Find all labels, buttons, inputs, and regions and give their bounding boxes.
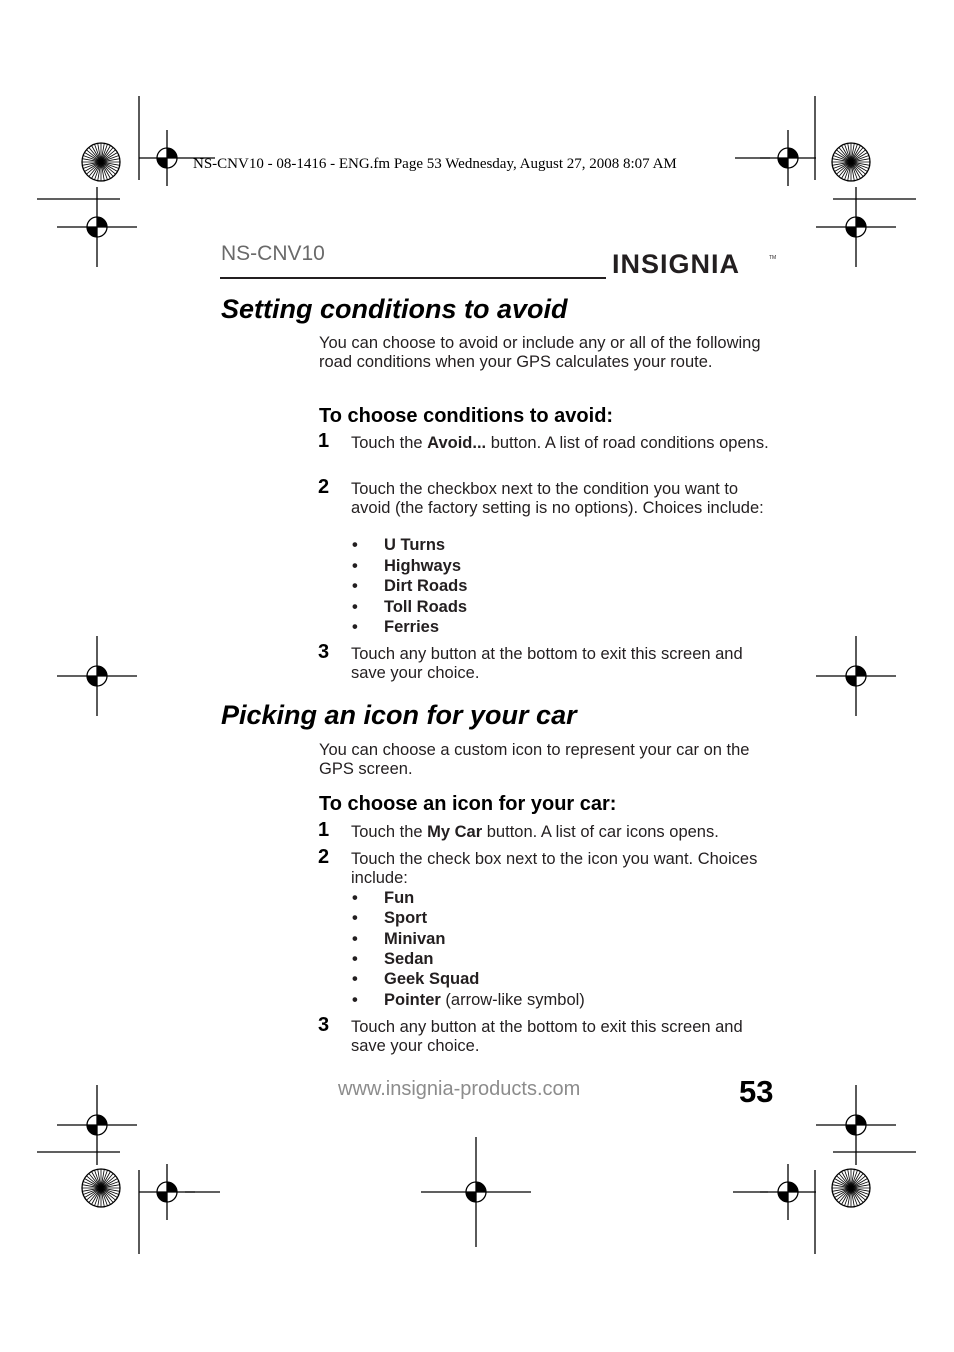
target-quadrant [87,227,97,237]
bullet: • [352,598,358,616]
avoid-button-label: Avoid... [427,434,487,452]
list-item: Dirt Roads [384,577,468,595]
list-item: Toll Roads [384,598,468,616]
target-quadrant [97,217,107,227]
target-quadrant [788,1182,798,1192]
target-quadrant [778,158,788,168]
list-item: Fun [384,889,415,907]
target-quadrant [157,1192,167,1202]
list-item: Geek Squad [384,970,480,988]
target-quadrant [856,666,866,676]
bullet: • [352,950,358,968]
print-slug: NS-CNV10 - 08-1416 - ENG.fm Page 53 Wednesday, August 27, 2008 8:07 AM [193,156,677,172]
bullet: • [352,909,358,927]
target-quadrant [157,158,167,168]
target-quadrant [87,676,97,686]
target-quadrant [466,1192,476,1202]
target-quadrant [846,1125,856,1135]
list-item: Sedan [384,950,434,968]
target-quadrant [788,148,798,158]
target-quadrant [856,1115,866,1125]
insignia-logo [612,242,777,284]
step-number: 1 [318,430,330,452]
target-quadrant [87,1125,97,1135]
step-text: Touch the check box next to the icon you want. Choices include: [351,850,758,887]
step-number: 2 [318,476,330,498]
section-title-avoid: Setting conditions to avoid [221,294,568,324]
page-number: 53 [739,1074,774,1109]
footer-url[interactable]: www.insignia-products.com [338,1078,581,1100]
subhead-car-icon: To choose an icon for your car: [319,793,617,815]
bullet: • [352,930,358,948]
step-number: 2 [318,846,330,868]
target-quadrant [97,666,107,676]
target-quadrant [167,1182,177,1192]
section-intro-avoid: You can choose to avoid or include any or all of the following road conditions when your GPS calculates your route. [319,334,761,371]
list-item: Ferries [384,618,440,636]
model-number: NS-CNV10 [221,242,325,265]
target-quadrant [167,148,177,158]
bullet: • [352,577,358,595]
subhead-avoid: To choose conditions to avoid: [319,405,614,427]
target-quadrant [856,217,866,227]
list-item: U Turns [384,536,446,554]
step-text: Touch any button at the bottom to exit this screen and save your choice. [351,1018,743,1055]
list-item: Minivan [384,930,446,948]
target-quadrant [846,676,856,686]
header-rule [220,277,606,279]
step-text: Touch the checkbox next to the condition you want to avoid (the factory setting is no options). Choices include: [351,480,764,517]
list-item: Pointer (arrow-like symbol) [384,991,585,1009]
target-quadrant [97,1115,107,1125]
list-item: Sport [384,909,428,927]
target-quadrant [778,1192,788,1202]
step-text: Touch any button at the bottom to exit this screen and save your choice. [351,645,743,682]
section-title-car-icon: Picking an icon for your car [221,700,577,730]
bullet: • [352,991,358,1009]
step-number: 3 [318,1014,330,1036]
step-text: Touch the Avoid... button. A list of road conditions opens. [351,434,769,452]
my-car-button-label: My Car [427,823,483,841]
bullet: • [352,970,358,988]
step-number: 3 [318,641,330,663]
target-quadrant [846,227,856,237]
list-item: Highways [384,557,462,575]
bullet: • [352,889,358,907]
step-number: 1 [318,819,330,841]
target-quadrant [476,1182,486,1192]
step-text: Touch the My Car button. A list of car icons opens. [351,823,719,841]
bullet: • [352,618,358,636]
logo-text: INSIGNIA [612,249,741,279]
section-intro-car-icon: You can choose a custom icon to represent your car on the GPS screen. [319,741,750,778]
logo-tm: TM [769,255,777,261]
bullet: • [352,536,358,554]
bullet: • [352,557,358,575]
